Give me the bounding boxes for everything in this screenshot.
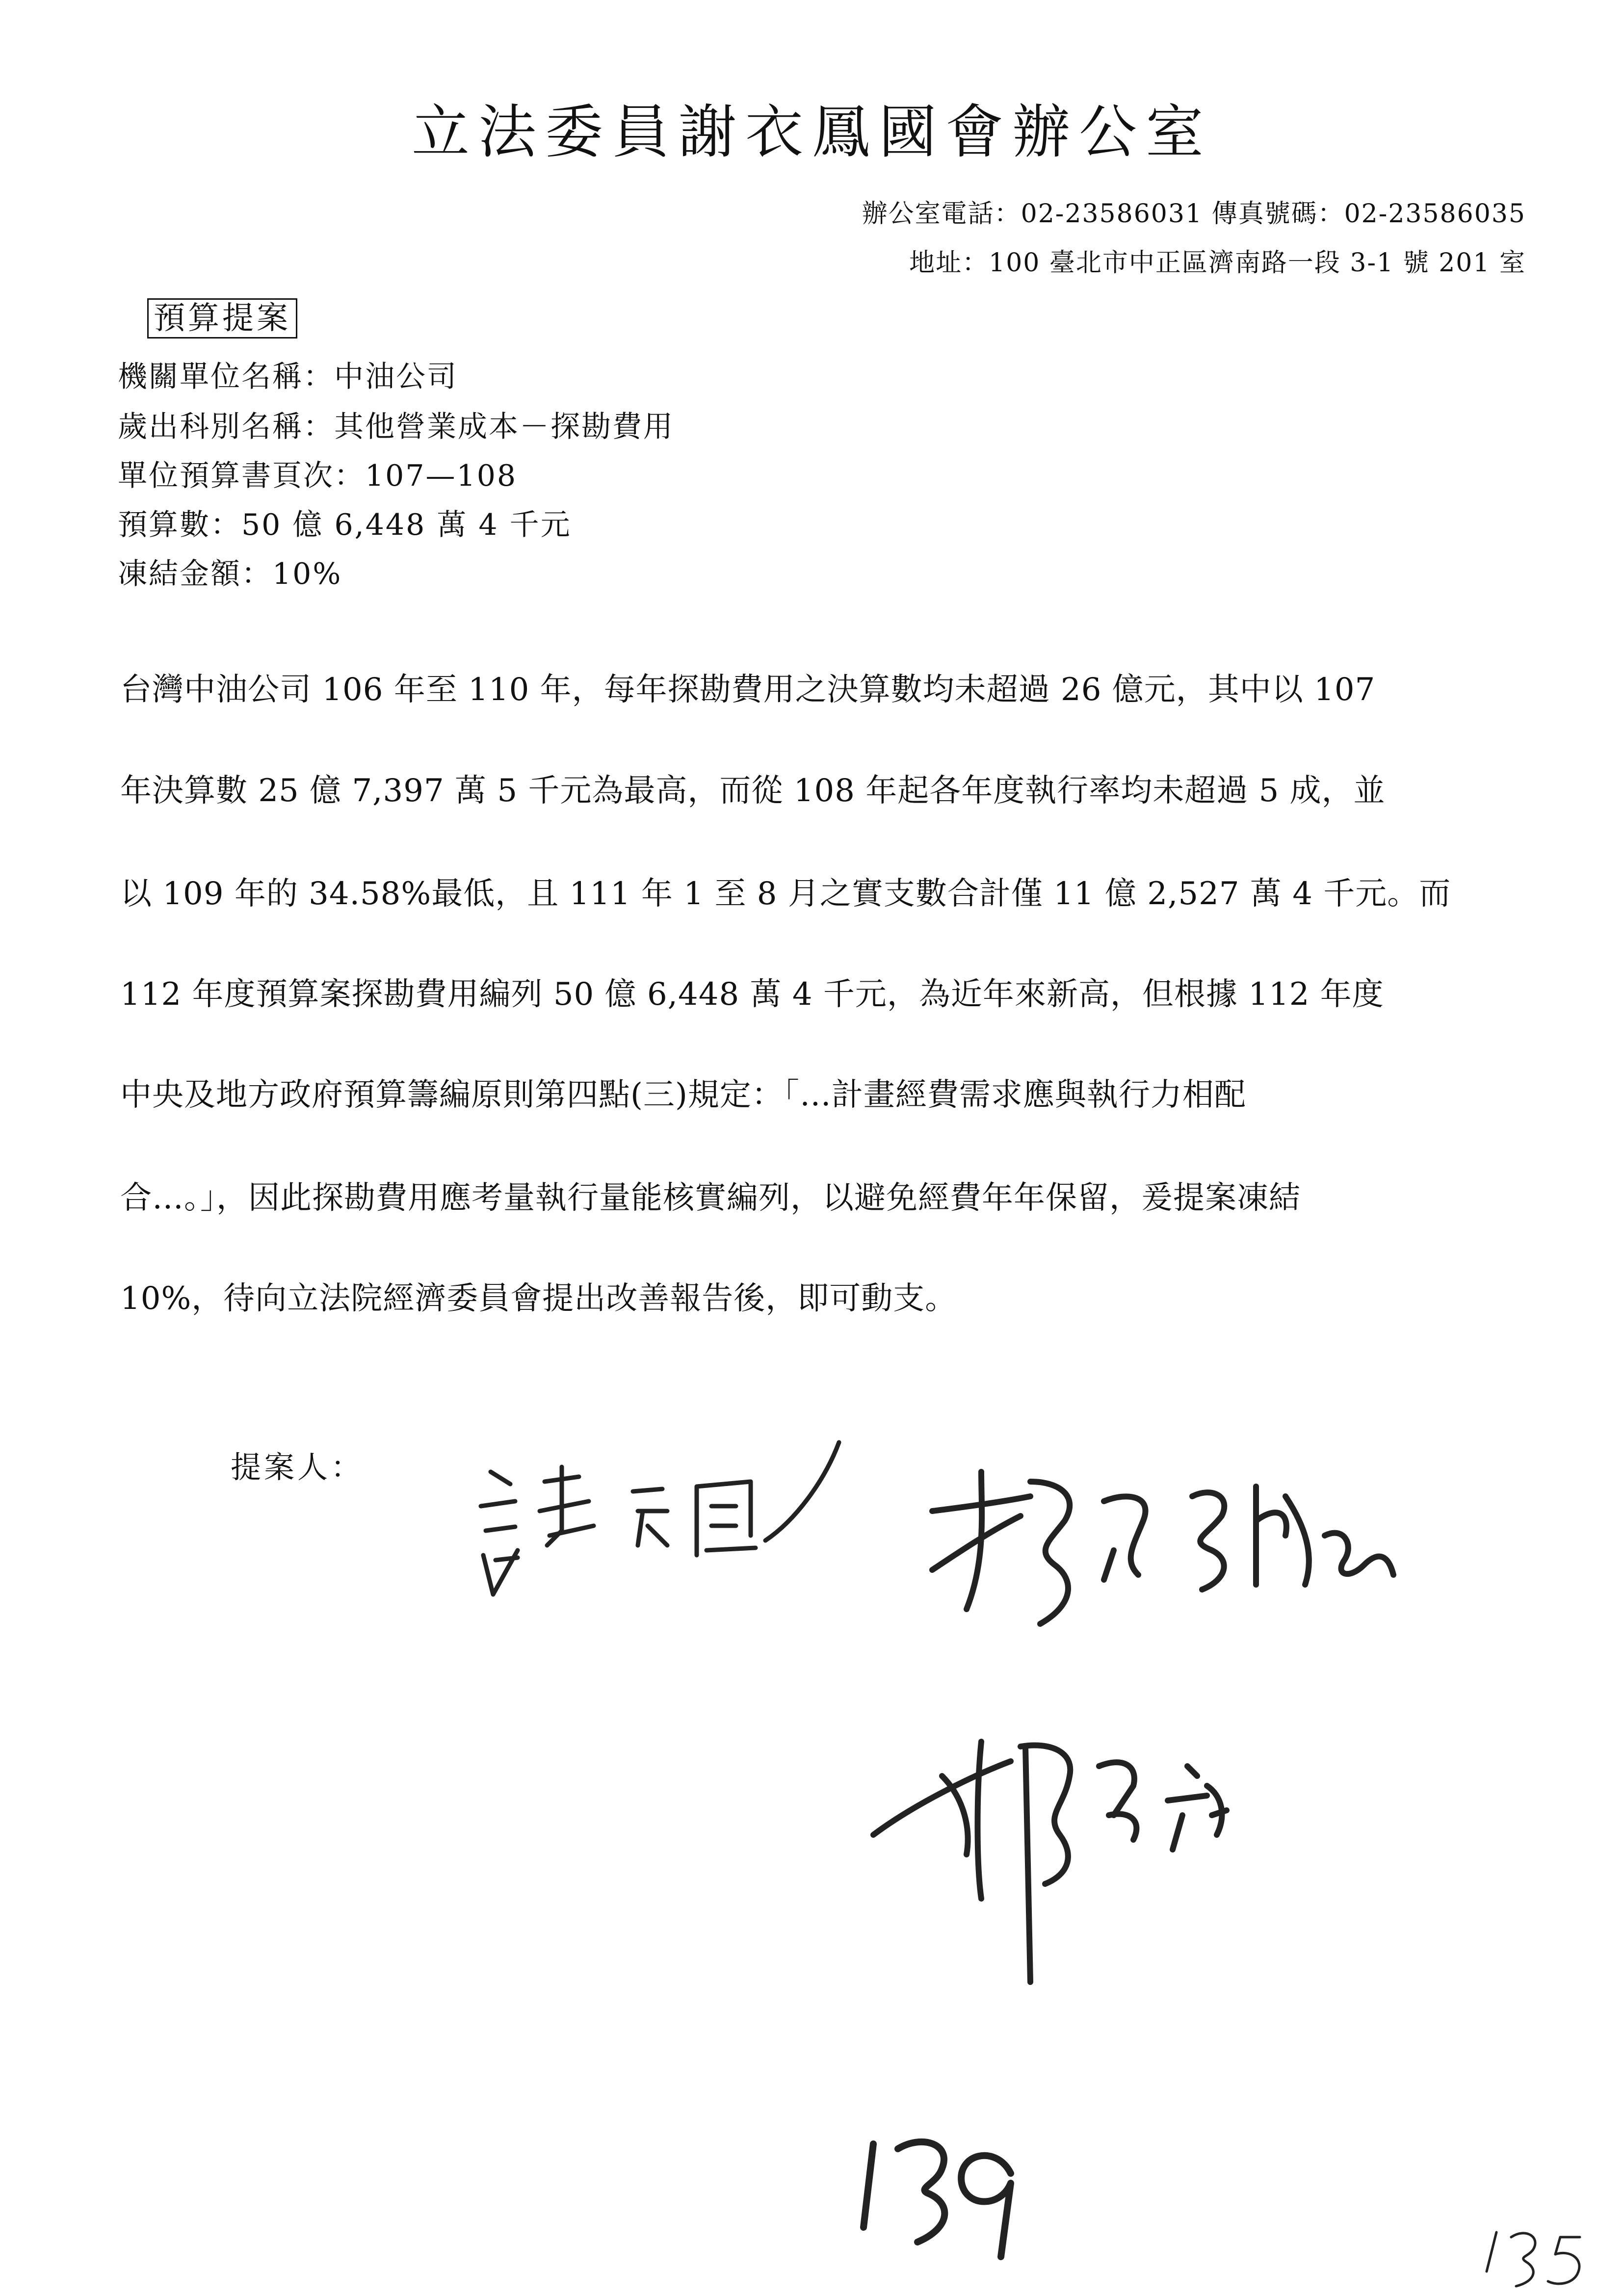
budget-pages: 單位預算書頁次：107—108 [118, 459, 518, 493]
body-line: 合…。」，因此探勘費用應考量執行量能核實編列，以避免經費年年保留，爰提案凍結 [120, 1180, 1301, 1216]
proposer-label: 提案人： [231, 1449, 365, 1485]
body-line: 中央及地方政府預算籌編原則第四點(三)規定：「…計畫經費需求應與執行力相配 [120, 1077, 1246, 1113]
body-line: 年決算數 25 億 7,397 萬 5 千元為最高，而從 108 年起各年度執行率均未超過 5 成，並 [120, 773, 1386, 809]
office-title: 立法委員謝衣鳳國會辦公室 [411, 98, 1212, 166]
body-line: 以 109 年的 34.58%最低，且 111 年 1 至 8 月之實支數合計僅 11 億 2,527 萬 4 千元。而 [120, 876, 1451, 912]
expenditure-item: 歲出科別名稱：其他營業成本－探勘費用 [118, 410, 674, 444]
agency-name: 機關單位名稱：中油公司 [118, 360, 458, 394]
budget-amount: 預算數：50 億 6,448 萬 4 千元 [118, 508, 572, 542]
freeze-amount: 凍結金額：10% [118, 557, 342, 591]
body-line: 10%，待向立法院經濟委員會提出改善報告後，即可動支。 [120, 1280, 957, 1317]
signature-2 [932, 1472, 1393, 1624]
proposal-badge: 預算提案 [147, 298, 297, 339]
page-number-main-handwritten [864, 2142, 1011, 2257]
page-number-side-handwritten [1487, 2232, 1580, 2286]
address: 地址：100 臺北市中正區濟南路一段 3-1 號 201 室 [909, 248, 1526, 278]
signature-3 [873, 1742, 1227, 1982]
body-line: 台灣中油公司 106 年至 110 年，每年探勘費用之決算數均未超過 26 億元，其中以 107 [120, 672, 1376, 708]
body-line: 112 年度預算案探勘費用編列 50 億 6,448 萬 4 千元，為近年來新高，但根據 112 年度 [120, 976, 1384, 1013]
phone-fax: 辦公室電話：02-23586031 傳真號碼：02-23586035 [862, 199, 1526, 229]
signature-1 [481, 1442, 839, 1594]
